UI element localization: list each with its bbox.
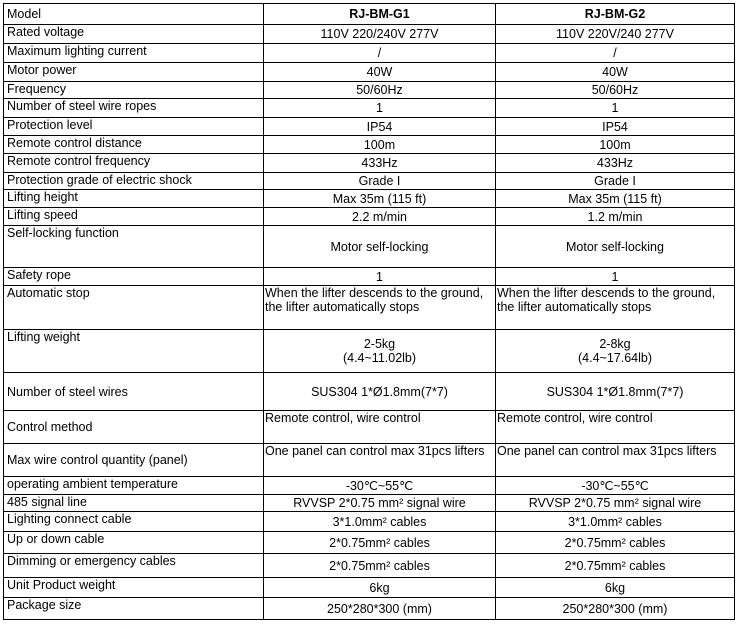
table-row bbox=[4, 82, 735, 99]
value-g1: / bbox=[264, 44, 496, 63]
value-g1: 6kg bbox=[264, 578, 496, 598]
value-g1 bbox=[264, 330, 496, 373]
value-g2: Remote control, wire control bbox=[496, 411, 735, 444]
spec-table bbox=[3, 3, 735, 620]
value-g1: 100m bbox=[264, 136, 496, 154]
row-label: Frequency bbox=[4, 82, 264, 99]
table-row bbox=[4, 25, 735, 44]
value-g2: 1.2 m/min bbox=[496, 208, 735, 226]
value-g1: One panel can control max 31pcs lifters bbox=[264, 444, 496, 477]
value-g2: 2*0.75mm² cables bbox=[496, 554, 735, 578]
weight-range-kg: 2-5kg bbox=[363, 337, 396, 351]
value-g2: RVVSP 2*0.75 mm² signal wire bbox=[496, 495, 735, 512]
table-row bbox=[4, 286, 735, 330]
value-g1: 250*280*300 (mm) bbox=[264, 598, 496, 620]
value-g2: 3*1.0mm² cables bbox=[496, 512, 735, 532]
weight-range-kg: 2-8kg bbox=[599, 337, 631, 351]
row-label: Control method bbox=[4, 411, 264, 444]
value-g2: IP54 bbox=[496, 118, 735, 136]
value-g1: 3*1.0mm² cables bbox=[264, 512, 496, 532]
row-label: Remote control distance bbox=[4, 136, 264, 154]
table-row bbox=[4, 99, 735, 118]
table-row bbox=[4, 373, 735, 411]
value-g1: 2*0.75mm² cables bbox=[264, 554, 496, 578]
value-g2: 433Hz bbox=[496, 154, 735, 173]
table-row bbox=[4, 532, 735, 554]
table-row bbox=[4, 226, 735, 268]
table-row bbox=[4, 578, 735, 598]
value-g1: When the lifter descends to the ground, the lifter automatically stops bbox=[264, 286, 496, 330]
value-g2: Grade I bbox=[496, 173, 735, 190]
table-row bbox=[4, 63, 735, 82]
header-model-g1: RJ-BM-G1 bbox=[264, 4, 496, 25]
header-label: Model bbox=[4, 4, 264, 25]
table-row bbox=[4, 268, 735, 286]
row-label: Lifting speed bbox=[4, 208, 264, 226]
value-g1: 2.2 m/min bbox=[264, 208, 496, 226]
value-g2: 1 bbox=[496, 268, 735, 286]
value-g1: 40W bbox=[264, 63, 496, 82]
table-row bbox=[4, 495, 735, 512]
row-label: Rated voltage bbox=[4, 25, 264, 44]
value-g2: Max 35m (115 ft) bbox=[496, 190, 735, 208]
header-row bbox=[4, 4, 735, 25]
value-g2: 110V 220V/240 277V bbox=[496, 25, 735, 44]
row-label: Lighting connect cable bbox=[4, 512, 264, 532]
table-row bbox=[4, 208, 735, 226]
row-label: Lifting weight bbox=[4, 330, 264, 373]
value-g2: 6kg bbox=[496, 578, 735, 598]
value-g2: -30℃~55℃ bbox=[496, 477, 735, 495]
value-g1: 1 bbox=[264, 99, 496, 118]
table-row bbox=[4, 154, 735, 173]
table-row bbox=[4, 554, 735, 578]
value-g1: 433Hz bbox=[264, 154, 496, 173]
row-label: Number of steel wire ropes bbox=[4, 99, 264, 118]
table-row bbox=[4, 44, 735, 63]
value-g1: -30℃~55℃ bbox=[264, 477, 496, 495]
table-row bbox=[4, 118, 735, 136]
row-label: Maximum lighting current bbox=[4, 44, 264, 63]
table-row bbox=[4, 173, 735, 190]
value-g1: Remote control, wire control bbox=[264, 411, 496, 444]
row-label: Protection grade of electric shock bbox=[4, 173, 264, 190]
row-label: Safety rope bbox=[4, 268, 264, 286]
row-label: Self-locking function bbox=[4, 226, 264, 268]
value-g1: Max 35m (115 ft) bbox=[264, 190, 496, 208]
value-g2: 100m bbox=[496, 136, 735, 154]
value-g1: Grade I bbox=[264, 173, 496, 190]
value-g1: 110V 220/240V 277V bbox=[264, 25, 496, 44]
header-model-g2: RJ-BM-G2 bbox=[496, 4, 735, 25]
value-g1: 1 bbox=[264, 268, 496, 286]
value-g2: 50/60Hz bbox=[496, 82, 735, 99]
value-g1: 50/60Hz bbox=[264, 82, 496, 99]
row-label: Unit Product weight bbox=[4, 578, 264, 598]
value-g1: RVVSP 2*0.75 mm² signal wire bbox=[264, 495, 496, 512]
table-row bbox=[4, 598, 735, 620]
value-g2: 1 bbox=[496, 99, 735, 118]
value-g1: SUS304 1*Ø1.8mm(7*7) bbox=[264, 373, 496, 411]
value-g1: 2*0.75mm² cables bbox=[264, 532, 496, 554]
value-g2: When the lifter descends to the ground, the lifter automatically stops bbox=[496, 286, 735, 330]
value-g2: SUS304 1*Ø1.8mm(7*7) bbox=[496, 373, 735, 411]
value-g1: Motor self-locking bbox=[264, 226, 496, 268]
row-label: Package size bbox=[4, 598, 264, 620]
row-label: operating ambient temperature bbox=[4, 477, 264, 495]
row-label: Motor power bbox=[4, 63, 264, 82]
table-row bbox=[4, 330, 735, 373]
row-label: 485 signal line bbox=[4, 495, 264, 512]
row-label: Automatic stop bbox=[4, 286, 264, 330]
table-row bbox=[4, 190, 735, 208]
row-label: Number of steel wires bbox=[4, 373, 264, 411]
value-g2 bbox=[496, 330, 735, 373]
value-g2: Motor self-locking bbox=[496, 226, 735, 268]
row-label: Up or down cable bbox=[4, 532, 264, 554]
row-label: Lifting height bbox=[4, 190, 264, 208]
value-g1: IP54 bbox=[264, 118, 496, 136]
row-label: Max wire control quantity (panel) bbox=[4, 444, 264, 477]
value-g2: One panel can control max 31pcs lifters bbox=[496, 444, 735, 477]
value-g2: / bbox=[496, 44, 735, 63]
value-g2: 250*280*300 (mm) bbox=[496, 598, 735, 620]
row-label: Dimming or emergency cables bbox=[4, 554, 264, 578]
row-label: Protection level bbox=[4, 118, 264, 136]
table-row bbox=[4, 411, 735, 444]
weight-range-lb: (4.4~17.64lb) bbox=[577, 351, 652, 365]
value-g2: 40W bbox=[496, 63, 735, 82]
row-label: Remote control frequency bbox=[4, 154, 264, 173]
table-row bbox=[4, 512, 735, 532]
weight-range-lb: (4.4~11.02lb) bbox=[342, 351, 417, 365]
value-g2: 2*0.75mm² cables bbox=[496, 532, 735, 554]
table-row bbox=[4, 136, 735, 154]
table-row bbox=[4, 477, 735, 495]
table-row bbox=[4, 444, 735, 477]
